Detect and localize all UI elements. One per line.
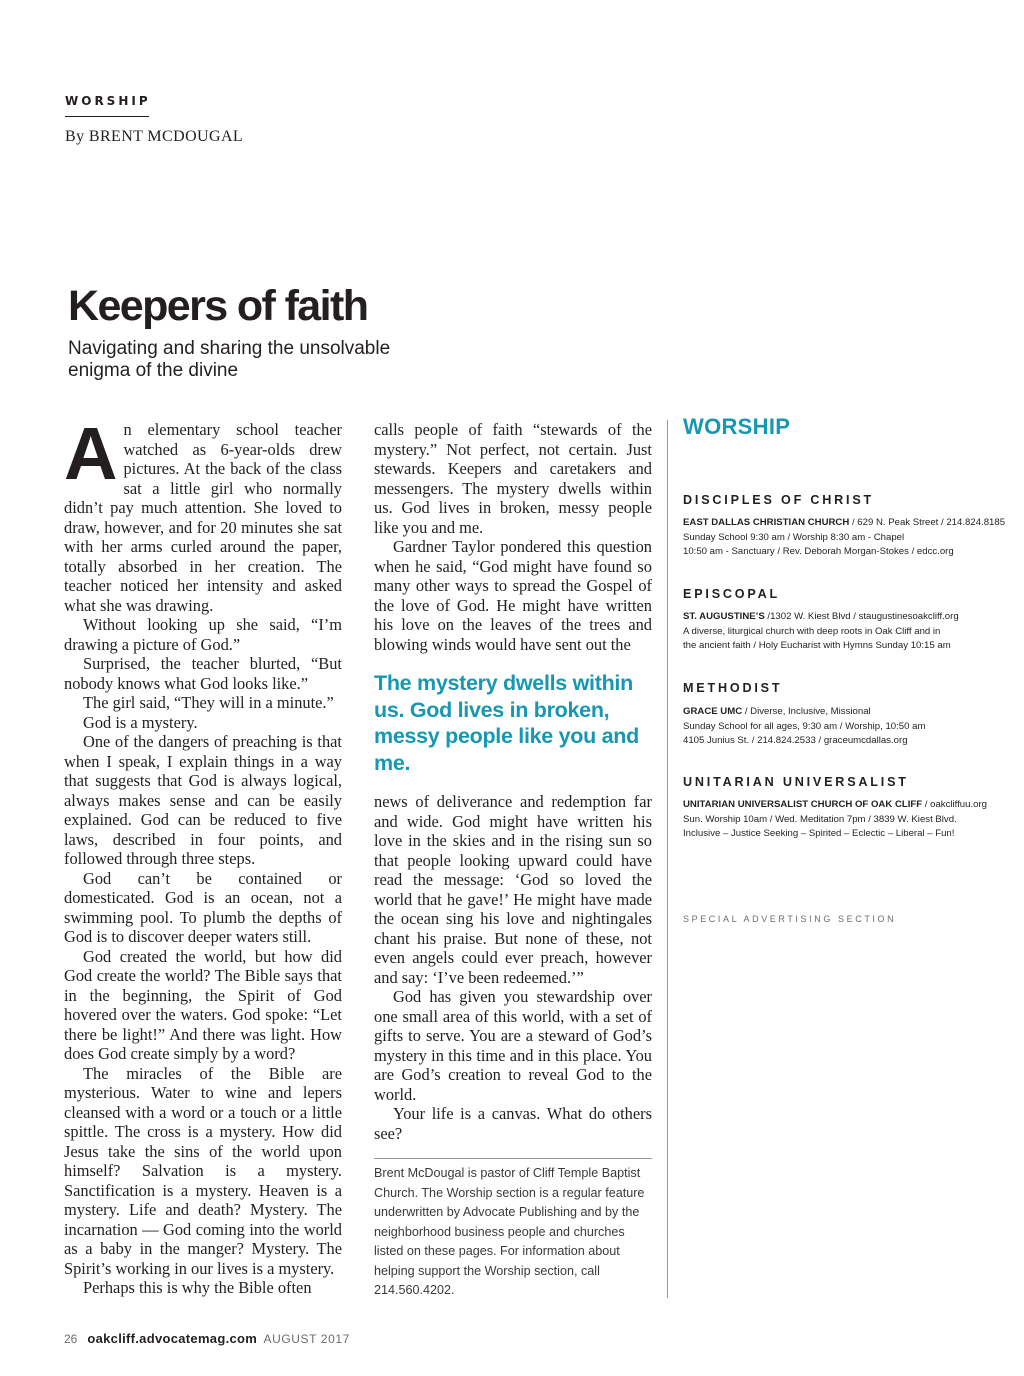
issue-date: AUGUST 2017	[263, 1332, 350, 1346]
church-listing-line: A diverse, liturgical church with deep roots in Oak Cliff and in	[683, 625, 941, 637]
church-listing	[683, 610, 1013, 654]
section-tag-rule	[65, 116, 149, 117]
church-name: UNITARIAN UNIVERSALIST CHURCH OF OAK CLIFF	[683, 799, 923, 810]
article-paragraph: Perhaps this is why the Bible often	[83, 1278, 312, 1297]
church-name: GRACE UMC	[683, 706, 743, 717]
church-listing	[683, 705, 1013, 749]
article-paragraph: Without looking up she said, “I’m drawing a picture of God.”	[64, 615, 342, 654]
article-column-2-top	[374, 420, 652, 654]
article-paragraph: Gardner Taylor pondered this question when he said, “God might have found so many other ways to spread the Gospel of the love of God. He might have written his love on the leaves of the trees and blowing winds would have sent out the	[374, 537, 652, 654]
article-paragraph: The miracles of the Bible are mysterious. Water to wine and lepers cleansed with a word or a touch or a little spittle. The cross is a mystery. How did Jesus take the sins of the world upon himself? Salvation is a mystery. Sanctification is a mystery. Heaven is a mystery. Life and death? Mystery. The incarnation — God coming into the world as a baby in the manger? Mystery. The Spirit’s working in our lives is a mystery.	[64, 1063, 342, 1278]
church-listing	[683, 798, 1013, 842]
author-bio: Brent McDougal is pastor of Cliff Temple Baptist Church. The Worship section is a regular feature underwritten by Advocate Publishing and by the neighborhood business people and churches listed on these pages. For information about helping support the Worship section, call 214.560.4202.	[374, 1166, 645, 1297]
church-name: EAST DALLAS CHRISTIAN CHURCH	[683, 517, 850, 528]
church-listing-line: Sunday School 9:30 am / Worship 8:30 am - Chapel	[683, 531, 905, 543]
article-paragraph: Surprised, the teacher blurted, “But nobody knows what God looks like.”	[64, 654, 342, 693]
denomination-heading: UNITARIAN UNIVERSALIST	[683, 775, 909, 789]
article-paragraph: Your life is a canvas. What do others see?	[374, 1104, 652, 1143]
page-number: 26	[64, 1332, 78, 1346]
church-listing-line: 10:50 am - Sanctuary / Rev. Deborah Morgan-Stokes / edcc.org	[683, 546, 954, 557]
article-paragraph: news of deliverance and redemption far and wide. God might have written his love in the skies and in the rising sun so that people looking upward could have read the message: ‘God so loved the world that he gave!’ He might have made the ocean sing his love and nightingales chant his praise. But none of these, not even angels could ever preach, however and say: ‘I’ve been redeemed.’”	[374, 792, 652, 987]
church-listing-line: 4105 Junius St. / 214.824.2533 / graceumcdallas.org	[683, 735, 908, 746]
page-footer	[64, 1331, 350, 1346]
drop-cap: A	[64, 412, 118, 495]
church-name: ST. AUGUSTINE’S	[683, 611, 765, 622]
special-advertising-label: SPECIAL ADVERTISING SECTION	[683, 914, 897, 924]
article-paragraph: One of the dangers of preaching is that when I speak, I explain things in a way that suggests that God is always logical, always makes sense and can be easily explained. God can be reduced to five laws, described in four points, and followed through three steps.	[64, 732, 342, 868]
bio-divider	[374, 1158, 652, 1159]
subhead: Navigating and sharing the unsolvable enigma of the divine	[68, 338, 391, 381]
church-listing-line: GRACE UMC / Diverse, Inclusive, Missional	[683, 706, 871, 717]
church-listing-line: UNITARIAN UNIVERSALIST CHURCH OF OAK CLIFF / oakcliffuu.org	[683, 799, 988, 810]
article-paragraph: God can’t be contained or domesticated. God is an ocean, not a swimming pool. To plumb the depths of God is to discover deeper waters still.	[64, 868, 342, 946]
article-paragraph: God created the world, but how did God create the world? The Bible says that in the beginning, the Spirit of God hovered over the waters. God spoke: “Let there be light!” And there was light. How does God create simply by a word?	[64, 946, 342, 1063]
church-listing-line: Inclusive – Justice Seeking – Spirited – Eclectic – Liberal – Fun!	[683, 828, 955, 839]
article-paragraph: The girl said, “They will in a minute.”	[83, 693, 334, 712]
church-listing-line: EAST DALLAS CHRISTIAN CHURCH / 629 N. Peak Street / 214.824.8185	[683, 517, 1006, 528]
article-paragraph: God has given you stewardship over one small area of this world, with a set of gifts to serve. You are a steward of God’s mystery in this time and in this place. You are God’s creation to reveal God to the world.	[374, 987, 652, 1104]
headline: Keepers of faith	[68, 282, 368, 330]
sidebar-title: WORSHIP	[683, 414, 791, 439]
sidebar-divider	[667, 420, 668, 1298]
church-listing-line: Sun. Worship 10am / Wed. Meditation 7pm / 3839 W. Kiest Blvd.	[683, 813, 957, 825]
section-tag: WORSHIP	[65, 94, 151, 108]
site-url: oakcliff.advocatemag.com	[87, 1331, 258, 1346]
church-listing-line: Sunday School for all ages, 9:30 am / Worship, 10:50 am	[683, 720, 926, 732]
article-column-1	[64, 412, 342, 1298]
denomination-heading: METHODIST	[683, 681, 783, 695]
denomination-heading: DISCIPLES OF CHRIST	[683, 493, 875, 507]
pull-quote: The mystery dwells within us. God lives in broken, messy people like you and me.	[374, 671, 639, 775]
church-listing	[683, 516, 1013, 560]
article-paragraph: An elementary school teacher watched as 6-year-olds drew pictures. At the back of the class sat a little girl who normally didn’t pay much attention. She loved to draw, however, and for 20 minutes she sat with her arms curled around the paper, totally absorbed in her creation. The teacher noticed her intensity and asked what she was drawing.	[64, 412, 342, 615]
article-column-2-bottom	[374, 792, 652, 1143]
church-listing-line: the ancient faith / Holy Eucharist with Hymns Sunday 10:15 am	[683, 640, 951, 651]
denomination-heading: EPISCOPAL	[683, 587, 781, 601]
article-paragraph: calls people of faith “stewards of the mystery.” Not perfect, not certain. Just stewards. Keepers and caretakers and messengers. The mystery dwells within us. God lives in broken, messy people like you and me.	[374, 420, 652, 537]
article-paragraph: God is a mystery.	[83, 712, 198, 732]
byline: By BRENT MCDOUGAL	[65, 128, 244, 145]
church-listing-line: ST. AUGUSTINE’S /1302 W. Kiest Blvd / staugustinesoakcliff.org	[683, 611, 959, 622]
